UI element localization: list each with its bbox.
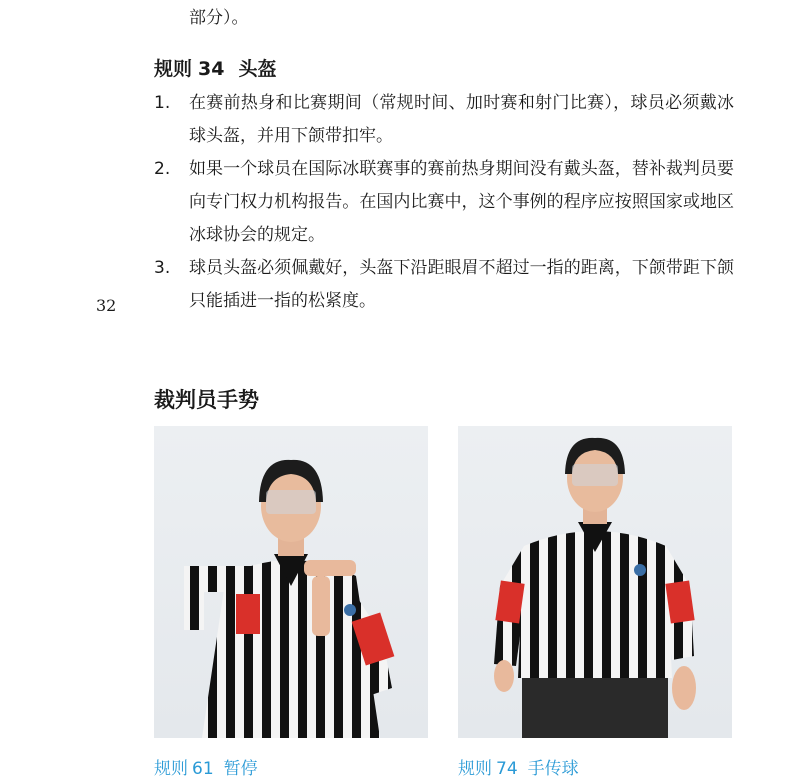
caption-title: 暂停 bbox=[223, 759, 258, 779]
photo-caption-timeout bbox=[154, 758, 258, 780]
rule-number: 34 bbox=[198, 58, 225, 80]
referee-illustration bbox=[154, 426, 428, 738]
rule-title: 头盔 bbox=[238, 58, 277, 80]
section-title: 裁判员手势 bbox=[154, 388, 259, 412]
caption-label: 规则 bbox=[458, 759, 492, 779]
rule-34-items bbox=[154, 87, 734, 318]
previous-item-fragment: 部分）。 bbox=[189, 8, 249, 28]
rule-item bbox=[154, 153, 734, 252]
caption-number: 61 bbox=[192, 759, 214, 779]
rule-label: 规则 bbox=[154, 58, 193, 80]
caption-number: 74 bbox=[496, 759, 518, 779]
referee-photo-timeout bbox=[154, 426, 428, 738]
photo-caption-hand-pass bbox=[458, 758, 579, 780]
item-number: 3. bbox=[154, 258, 171, 278]
referee-illustration bbox=[458, 426, 732, 738]
page-number: 32 bbox=[96, 296, 117, 315]
item-text: 球员头盔必须佩戴好，头盔下沿距眼眉不超过一指的距离，下颌带距下颌只能插进一指的松紧度。 bbox=[189, 258, 734, 311]
rule-34-heading bbox=[154, 56, 276, 82]
item-text: 在赛前热身和比赛期间（常规时间、加时赛和射门比赛），球员必须戴冰球头盔，并用下颌带扣牢。 bbox=[189, 93, 734, 146]
rule-item bbox=[154, 87, 734, 153]
item-number: 2. bbox=[154, 159, 171, 179]
caption-title: 手传球 bbox=[527, 759, 579, 779]
item-number: 1. bbox=[154, 93, 171, 113]
item-text: 如果一个球员在国际冰联赛事的赛前热身期间没有戴头盔，替补裁判员要向专门权力机构报告。在国内比赛中，这个事例的程序应按照国家或地区冰球协会的规定。 bbox=[189, 159, 734, 245]
caption-label: 规则 bbox=[154, 759, 188, 779]
rule-item bbox=[154, 252, 734, 318]
referee-photo-hand-pass bbox=[458, 426, 732, 738]
